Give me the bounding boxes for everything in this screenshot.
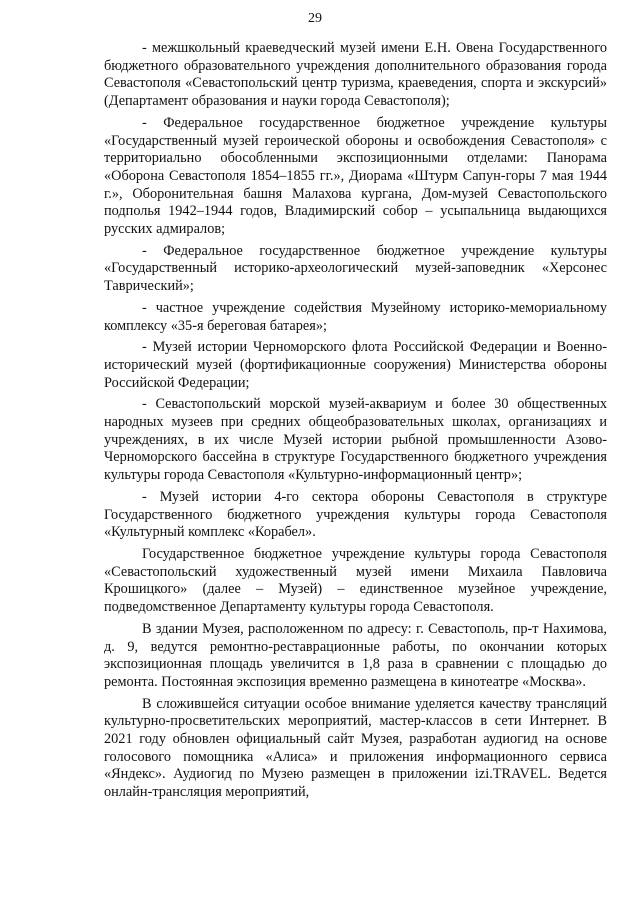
paragraph-art-museum: Государственное бюджетное учреждение культуры города Севастополя «Севастопольский художественный музей имени Михаила Павловича Крошицкого» (далее – Музей) – единственное музейное учреждение, подведомственное Департаменту культуры города Севастополя. [104, 545, 607, 616]
paragraph-renovation: В здании Музея, расположенном по адресу: г. Севастополь, пр-т Нахимова, д. 9, ведутся ремонтно-реставрационные работы, по окончании которых экспозиционная площадь увеличится в 1,8 раза в сравнении с площадью до ремонта. Постоянная экспозиция временно размещена в кинотеатре «Москва». [104, 620, 607, 690]
list-item-museum-defense: - Федеральное государственное бюджетное учреждение культуры «Государственный музей героической обороны и освобождения Севастополя» с территориально обособленными экспозиционными отделами: Панорама «Оборона Севастополя 1854–1855 гг.», Диорама «Штурм Сапун-горы 7 мая 1944 г.», Оборонительная башня Малахова кургана, Дом-музей Севастопольского подполья 1942–1944 годов, Владимирский собор – усыпальница выдающихся русских адмиралов; [104, 114, 607, 238]
list-item-museum-chersonesus: - Федеральное государственное бюджетное учреждение культуры «Государственный историко-археологический музей-заповедник «Херсонес Таврический»; [104, 242, 607, 295]
list-item-battery-35: - частное учреждение содействия Музейному историко-мемориальному комплексу «35-я береговая батарея»; [104, 299, 607, 334]
document-body [104, 40, 607, 802]
list-item-aquarium-museum: - Севастопольский морской музей-аквариум и более 30 общественных народных музеев при средних общеобразовательных школах, организациях и учреждениях, в их числе Музей истории рыбной промышленности Азово-Черноморского бассейна в структуре Государственного бюджетного учреждения культуры города Севастополя «Культурно-информационный центр»; [104, 396, 607, 484]
paragraph-online-broadcast: В сложившейся ситуации особое внимание уделяется качеству трансляций культурно-просветительских мероприятий, мастер-классов в сети Интернет. В 2021 году обновлен официальный сайт Музея, разработан аудиогид на основе голосового помощника «Алиса» и приложения информационного сервиса «Яндекс». Аудиогид по Музею размещен в приложении izi.TRAVEL. Ведется онлайн-трансляция мероприятий, [104, 695, 607, 801]
page-number: 29 [308, 11, 322, 26]
list-item-museum-ovena: - межшкольный краеведческий музей имени Е.Н. Овена Государственного бюджетного образовательного учреждения дополнительного образования города Севастополя «Севастопольский центр туризма, краеведения, спорта и экскурсий» (Департамент образования и науки города Севастополя); [104, 40, 607, 110]
list-item-4th-sector-museum: - Музей истории 4-го сектора обороны Севастополя в структуре Государственного бюджетного учреждения культуры города Севастополя «Культурный комплекс «Корабел». [104, 488, 607, 541]
list-item-black-sea-fleet-museum: - Музей истории Черноморского флота Российской Федерации и Военно-исторический музей (фортификационные сооружения) Министерства обороны Российской Федерации; [104, 339, 607, 391]
